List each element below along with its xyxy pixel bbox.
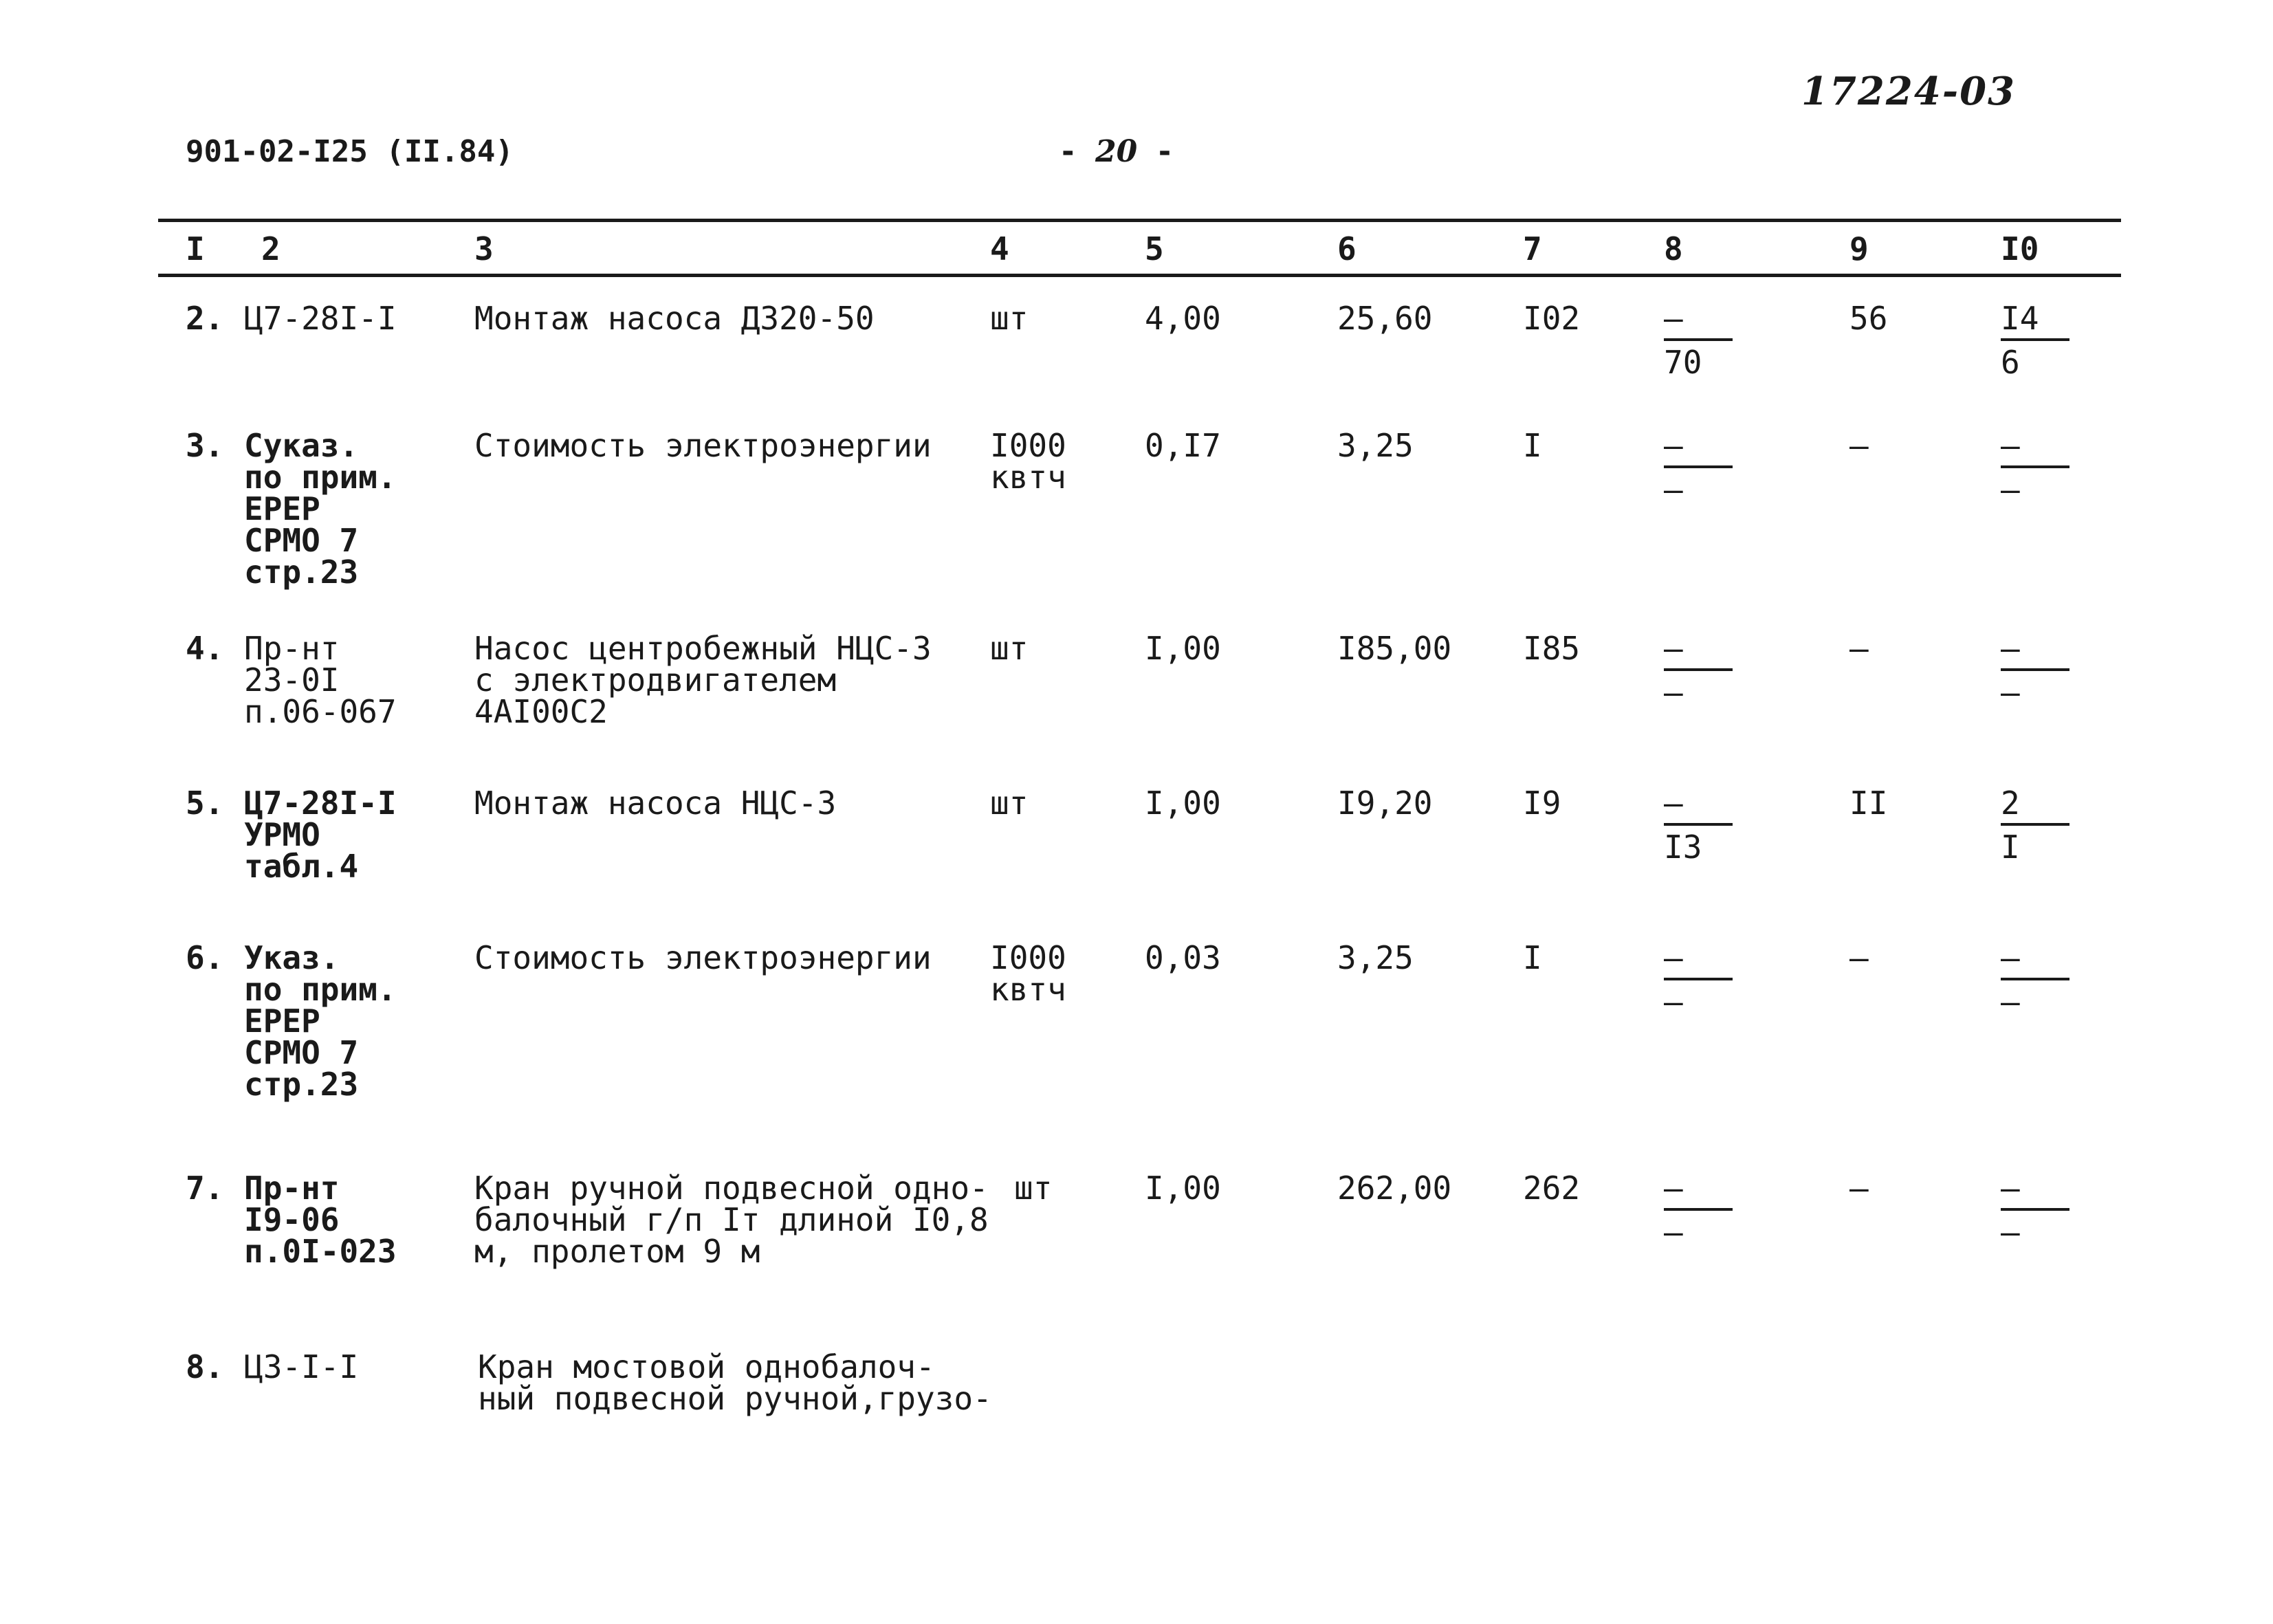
- row-quantity: 0,I7: [1145, 427, 1221, 464]
- column-header-9: 9: [1849, 230, 1869, 267]
- column-header-2: 2: [261, 230, 281, 267]
- row-col8-fraction: – I3: [1664, 787, 1733, 863]
- row-col8-fraction: – –: [1664, 430, 1733, 505]
- row-col9: II: [1849, 784, 1888, 822]
- row-description: Кран мостовой однобалоч- ный подвесной ручной,грузо-: [478, 1348, 992, 1417]
- row-col9: –: [1849, 939, 1869, 976]
- row-description: Насос центробежный НЦС-3 с электродвигателем 4АI00С2: [474, 630, 932, 730]
- row-reference: Ц3-I-I: [244, 1348, 359, 1385]
- page-number: - 20 -: [1059, 134, 1174, 169]
- row-reference: Ц7-28I-I УРМО табл.4: [244, 784, 397, 885]
- row-description: Стоимость электроэнергии: [474, 427, 932, 464]
- column-header-6: 6: [1337, 230, 1357, 267]
- column-header-1: I: [186, 230, 205, 267]
- row-total: I02: [1523, 300, 1581, 337]
- row-col8-fraction: – –: [1664, 633, 1733, 708]
- row-quantity: I,00: [1145, 1170, 1221, 1207]
- row-number: 6.: [186, 939, 224, 976]
- row-unit-price: I9,20: [1337, 784, 1433, 822]
- row-col10-fraction: 2 I: [2001, 787, 2069, 863]
- row-quantity: 4,00: [1145, 300, 1221, 337]
- row-unit-price: 262,00: [1337, 1170, 1452, 1207]
- row-col10-fraction: – –: [2001, 1172, 2069, 1248]
- row-quantity: I,00: [1145, 784, 1221, 822]
- row-unit-price: 3,25: [1337, 939, 1414, 976]
- row-unit: шт: [990, 300, 1029, 337]
- table-header-rule: [158, 274, 2121, 277]
- row-col9: –: [1849, 1170, 1869, 1207]
- row-unit: I000 квтч: [990, 427, 1066, 496]
- column-header-10: I0: [2001, 230, 2039, 267]
- row-unit-price: 25,60: [1337, 300, 1433, 337]
- row-quantity: 0,03: [1145, 939, 1221, 976]
- row-description: Стоимость электроэнергии: [474, 939, 932, 976]
- row-col8-fraction: – 70: [1664, 303, 1733, 378]
- row-col10-fraction: – –: [2001, 633, 2069, 708]
- archive-stamp: 17224-03: [1801, 69, 2016, 114]
- row-total: I9: [1523, 784, 1561, 822]
- row-quantity: I,00: [1145, 630, 1221, 667]
- row-number: 5.: [186, 784, 224, 822]
- row-unit: шт: [990, 784, 1029, 822]
- table-top-rule: [158, 219, 2121, 222]
- row-total: I85: [1523, 630, 1581, 667]
- row-reference: Ц7-28I-I: [244, 300, 397, 337]
- row-col10-fraction: – –: [2001, 430, 2069, 505]
- row-reference: Пр-нт 23-0I п.06-067: [244, 630, 397, 730]
- row-col10-fraction: I4 6: [2001, 303, 2069, 378]
- column-header-7: 7: [1523, 230, 1542, 267]
- row-reference: Указ. по прим. ЕРЕР СРМО 7 стр.23: [244, 939, 397, 1103]
- page-number-value: 20: [1095, 134, 1138, 169]
- column-header-3: 3: [474, 230, 494, 267]
- row-description: Монтаж насоса НЦС-3: [474, 784, 837, 822]
- row-unit-price: 3,25: [1337, 427, 1414, 464]
- row-number: 8.: [186, 1348, 224, 1385]
- row-col8-fraction: – –: [1664, 1172, 1733, 1248]
- document-code: 901-02-I25 (II.84): [186, 134, 514, 169]
- column-header-4: 4: [990, 230, 1009, 267]
- row-total: I: [1523, 427, 1542, 464]
- row-unit: шт: [990, 630, 1029, 667]
- column-header-8: 8: [1664, 230, 1683, 267]
- row-reference: Суказ. по прим. ЕРЕР СРМО 7 стр.23: [244, 427, 397, 591]
- column-header-5: 5: [1145, 230, 1164, 267]
- row-col9: 56: [1849, 300, 1888, 337]
- row-unit-price: I85,00: [1337, 630, 1452, 667]
- row-total: 262: [1523, 1170, 1581, 1207]
- row-number: 4.: [186, 630, 224, 667]
- row-col9: –: [1849, 630, 1869, 667]
- row-description: Кран ручной подвесной одно- балочный г/п Iт длиной I0,8 м, пролетом 9 м: [474, 1170, 989, 1270]
- row-col10-fraction: – –: [2001, 942, 2069, 1018]
- row-col9: –: [1849, 427, 1869, 464]
- row-reference: Пр-нт I9-06 п.0I-023: [244, 1170, 397, 1270]
- row-unit: шт: [1014, 1170, 1053, 1207]
- row-col8-fraction: – –: [1664, 942, 1733, 1018]
- row-number: 7.: [186, 1170, 224, 1207]
- row-number: 3.: [186, 427, 224, 464]
- row-unit: I000 квтч: [990, 939, 1066, 1008]
- row-number: 2.: [186, 300, 224, 337]
- row-description: Монтаж насоса Д320-50: [474, 300, 875, 337]
- row-total: I: [1523, 939, 1542, 976]
